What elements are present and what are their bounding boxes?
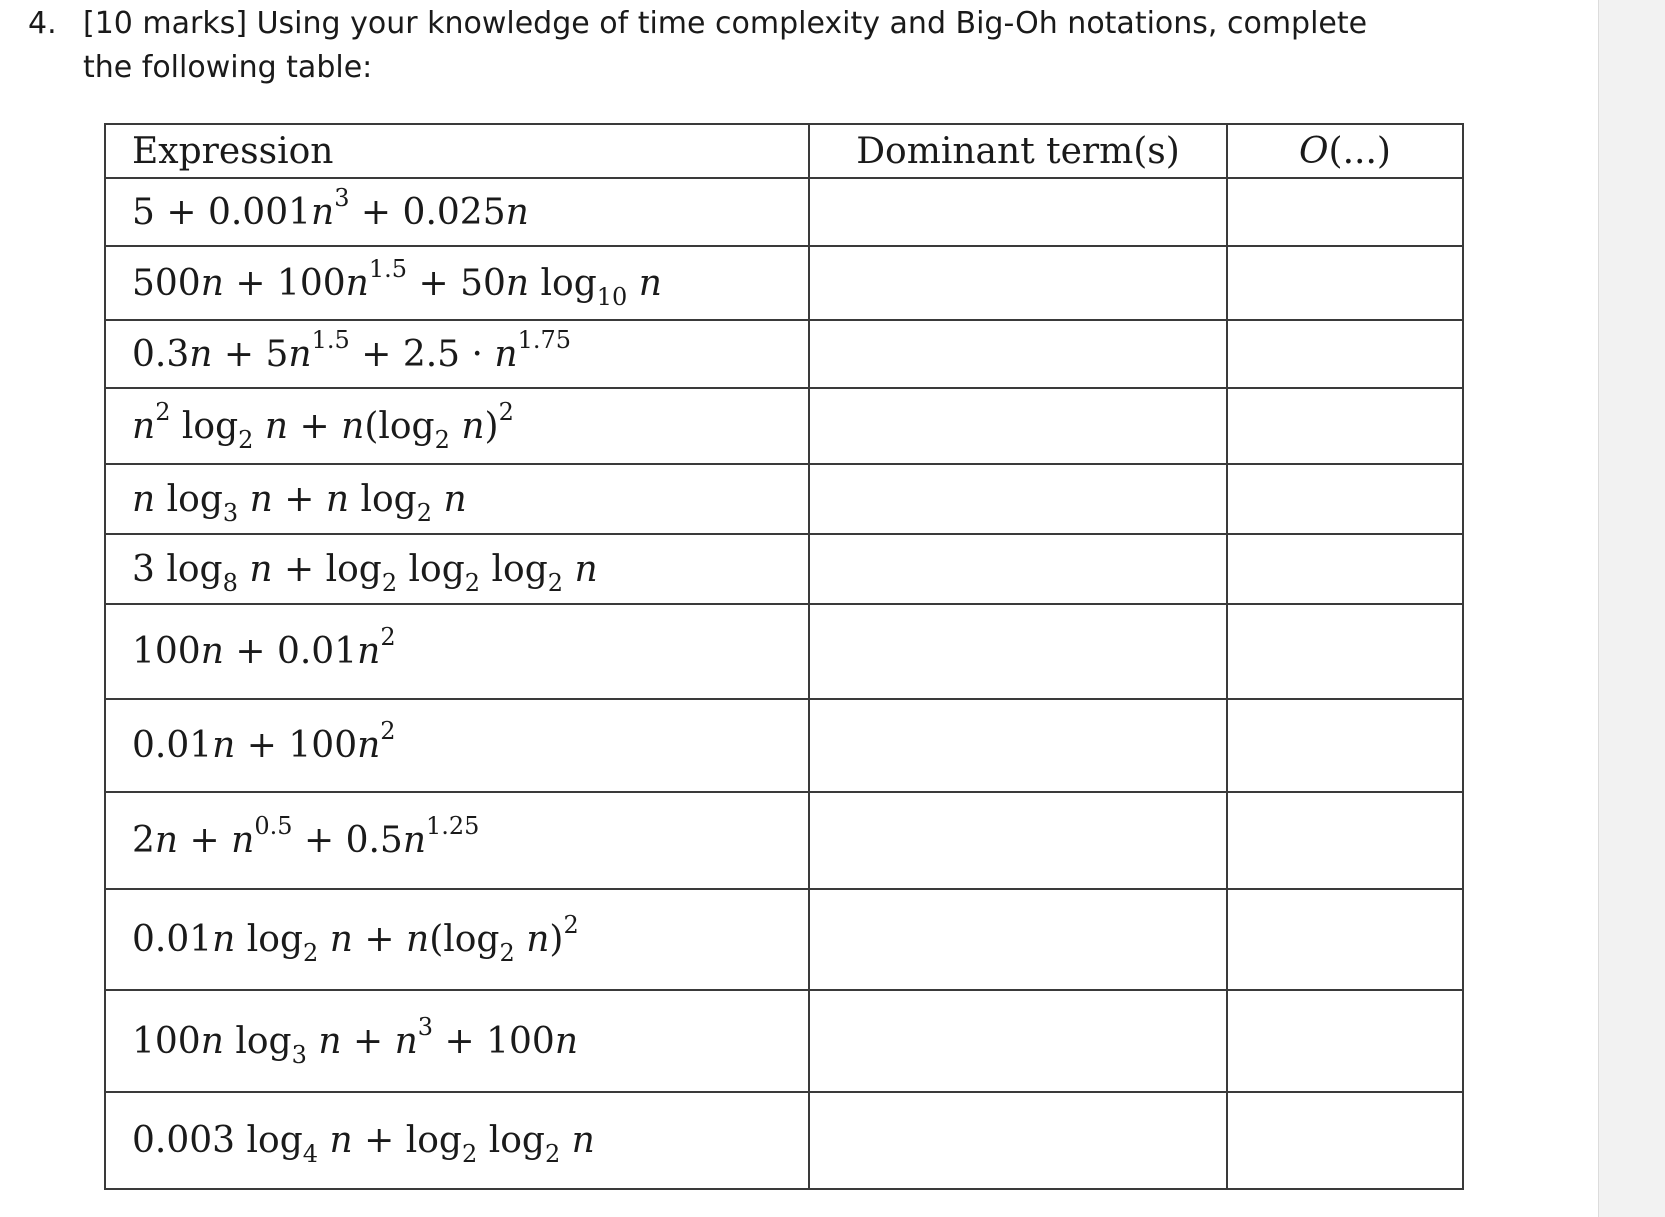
expression-cell: $100n + 0.01n^2$ — [105, 604, 809, 699]
complexity-table — [104, 123, 1464, 1190]
bigoh-cell[interactable] — [1227, 534, 1463, 604]
table-row — [105, 464, 1463, 534]
expression-cell: n $\log_3 n + n$ $\log_2 n$ — [105, 464, 809, 534]
table-row — [105, 990, 1463, 1092]
bigoh-args: (...) — [1328, 130, 1391, 172]
table-row — [105, 792, 1463, 889]
table-row — [105, 178, 1463, 246]
bigoh-cell[interactable] — [1227, 889, 1463, 990]
table-row — [105, 320, 1463, 388]
dominant-cell[interactable] — [809, 320, 1227, 388]
bigoh-cell[interactable] — [1227, 320, 1463, 388]
expression-cell: $0.3n + 5n^{1.5} + 2.5 \cdot n^{1.75}$ — [105, 320, 809, 388]
page-margin — [1598, 0, 1665, 1217]
dominant-cell[interactable] — [809, 604, 1227, 699]
expression-cell: 0.01n $\log_2 n + n(\log_2$ n)$^2$ — [105, 889, 809, 990]
table-row — [105, 534, 1463, 604]
dominant-cell[interactable] — [809, 246, 1227, 320]
table-row — [105, 889, 1463, 990]
bigoh-letter: O — [1299, 130, 1329, 172]
bigoh-cell[interactable] — [1227, 246, 1463, 320]
dominant-cell[interactable] — [809, 699, 1227, 792]
dominant-cell[interactable] — [809, 388, 1227, 464]
table-row — [105, 1092, 1463, 1189]
bigoh-cell[interactable] — [1227, 388, 1463, 464]
question-text: [10 marks] Using your knowledge of time complexity and Big-Oh notations, complete the following table: — [83, 6, 1368, 85]
expression-cell: 3 $\log_8 n + \log_2 \log_2 \log_2 n$ — [105, 534, 809, 604]
bigoh-cell[interactable] — [1227, 604, 1463, 699]
dominant-cell[interactable] — [809, 990, 1227, 1092]
table-row — [105, 604, 1463, 699]
header-expression: Expression — [105, 124, 809, 178]
dominant-cell[interactable] — [809, 792, 1227, 889]
expression-cell: $n^2$ $\log_2 n + n(\log_2$ n)$^2$ — [105, 388, 809, 464]
expression-cell: $0.01n + 100n^2$ — [105, 699, 809, 792]
dominant-cell[interactable] — [809, 534, 1227, 604]
bigoh-cell[interactable] — [1227, 178, 1463, 246]
table-row — [105, 388, 1463, 464]
expression-cell: 100n $\log_3 n + n^3 + 100n$ — [105, 990, 809, 1092]
table-row — [105, 246, 1463, 320]
question-number: 4. — [28, 6, 57, 41]
bigoh-cell[interactable] — [1227, 792, 1463, 889]
table-header-row — [105, 124, 1463, 178]
bigoh-cell[interactable] — [1227, 990, 1463, 1092]
dominant-cell[interactable] — [809, 464, 1227, 534]
bigoh-cell[interactable] — [1227, 1092, 1463, 1189]
expression-cell: $2n + n^{0.5} + 0.5n^{1.25}$ — [105, 792, 809, 889]
dominant-cell[interactable] — [809, 889, 1227, 990]
table-row — [105, 699, 1463, 792]
dominant-cell[interactable] — [809, 178, 1227, 246]
dominant-cell[interactable] — [809, 1092, 1227, 1189]
header-dominant: Dominant term(s) — [809, 124, 1227, 178]
expression-cell: $500n + 100n^{1.5} + 50n$ $\log_{10} n$ — [105, 246, 809, 320]
bigoh-cell[interactable] — [1227, 464, 1463, 534]
header-bigoh — [1227, 124, 1463, 178]
expression-cell: $5 + 0.001n^3 + 0.025n$ — [105, 178, 809, 246]
bigoh-cell[interactable] — [1227, 699, 1463, 792]
expression-cell: 0.003 $\log_4 n + \log_2 \log_2 n$ — [105, 1092, 809, 1189]
